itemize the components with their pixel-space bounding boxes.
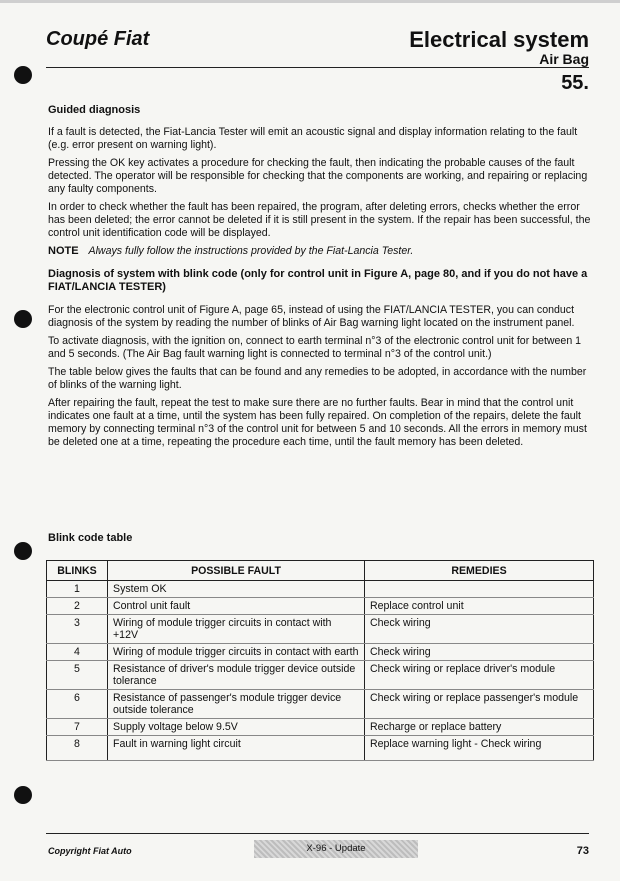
punch-hole-icon — [14, 66, 32, 84]
punch-hole-icon — [14, 542, 32, 560]
top-border — [0, 0, 620, 3]
fault-cell: Resistance of driver's module trigger device outside tolerance — [108, 661, 365, 690]
body-text — [48, 104, 594, 454]
table-row — [47, 598, 594, 615]
note — [48, 245, 594, 258]
remedy-cell: Check wiring — [365, 615, 594, 644]
table-row — [47, 690, 594, 719]
remedy-cell: Replace warning light - Check wiring — [365, 736, 594, 761]
remedy-cell: Recharge or replace battery — [365, 719, 594, 736]
footer-divider — [46, 833, 589, 834]
paragraph: In order to check whether the fault has been repaired, the program, after deleting errors, checks whether the error has been deleted; the error cannot be deleted if it is still present in the system. If the repair has been successful, the control unit identification code will be displayed. — [48, 201, 591, 239]
paragraph: If a fault is detected, the Fiat-Lancia Tester will emit an acoustic signal and display information relating to the fault (e.g. error present on warning light). — [48, 126, 578, 151]
table-row — [47, 661, 594, 690]
header-possible-fault: POSSIBLE FAULT — [108, 561, 365, 581]
blink-code-table — [46, 560, 594, 761]
blinks-cell: 3 — [47, 615, 108, 644]
header-divider — [46, 67, 589, 68]
blinks-cell: 4 — [47, 644, 108, 661]
table-row — [47, 615, 594, 644]
remedy-cell — [365, 581, 594, 598]
table-title: Blink code table — [48, 532, 133, 544]
blinks-cell: 2 — [47, 598, 108, 615]
table-header-row — [47, 561, 594, 581]
fault-cell: Wiring of module trigger circuits in contact with earth — [108, 644, 365, 661]
heading-guided-diagnosis: Guided diagnosis — [48, 104, 141, 116]
heading-blink-code-diagnosis: Diagnosis of system with blink code (only for control unit in Figure A, page 80, and if you do not have a FIAT/LANCIA TESTER) — [48, 268, 588, 293]
update-stamp: X-96 - Update — [254, 840, 418, 858]
paragraph: The table below gives the faults that can be found and any remedies to be adopted, in accordance with the number of blinks of the warning light. — [48, 366, 587, 391]
remedy-cell: Check wiring or replace passenger's module — [365, 690, 594, 719]
fault-cell: Fault in warning light circuit — [108, 736, 365, 761]
blinks-cell: 8 — [47, 736, 108, 761]
note-text: Always fully follow the instructions provided by the Fiat-Lancia Tester. — [88, 245, 414, 257]
punch-hole-icon — [14, 786, 32, 804]
table-row — [47, 736, 594, 761]
page-code: 55. — [561, 72, 589, 94]
subsection-title: Air Bag — [539, 51, 589, 67]
paragraph: To activate diagnosis, with the ignition on, connect to earth terminal n°3 of the electronic control unit for between 1 and 5 seconds. (The Air Bag fault warning light is connected to terminal n°3 of the control unit.) — [48, 335, 582, 360]
fault-cell: Resistance of passenger's module trigger device outside tolerance — [108, 690, 365, 719]
brand-title: Coupé Fiat — [46, 28, 150, 50]
note-label: NOTE — [48, 245, 79, 257]
fault-cell: Supply voltage below 9.5V — [108, 719, 365, 736]
fault-cell: System OK — [108, 581, 365, 598]
paragraph: For the electronic control unit of Figure A, page 65, instead of using the FIAT/LANCIA TESTER, you can conduct diagnosis of the system by reading the number of blinks of Air Bag warning light located on the instrument panel. — [48, 304, 575, 329]
page-number: 73 — [576, 845, 589, 857]
remedy-cell: Check wiring — [365, 644, 594, 661]
remedy-cell: Replace control unit — [365, 598, 594, 615]
section-title: Electrical system — [409, 27, 589, 52]
blinks-cell: 6 — [47, 690, 108, 719]
fault-cell: Control unit fault — [108, 598, 365, 615]
blinks-cell: 1 — [47, 581, 108, 598]
copyright-text: Copyright Fiat Auto — [48, 846, 132, 856]
table-row — [47, 581, 594, 598]
remedy-cell: Check wiring or replace driver's module — [365, 661, 594, 690]
paragraph: Pressing the OK key activates a procedure for checking the fault, then indicating the probable causes of the fault detected. The operator will be responsible for checking that the components are working, and repairing or replacing any faulty components. — [48, 157, 588, 195]
blinks-cell: 5 — [47, 661, 108, 690]
paragraph: After repairing the fault, repeat the test to make sure there are no further faults. Bear in mind that the control unit indicates one fault at a time, until the system has been fully repaired. On completion of the repairs, delete the fault memory by connecting terminal n°3 of the control unit for between 5 and 10 seconds. All the errors in memory must be deleted one at a time, repeating the procedure each time, until the fault memory has been deleted. — [48, 397, 587, 448]
blinks-cell: 7 — [47, 719, 108, 736]
fault-cell: Wiring of module trigger circuits in contact with +12V — [108, 615, 365, 644]
header-blinks: BLINKS — [47, 561, 108, 581]
header-remedies: REMEDIES — [365, 561, 594, 581]
table-row — [47, 719, 594, 736]
table-row — [47, 644, 594, 661]
punch-hole-icon — [14, 310, 32, 328]
